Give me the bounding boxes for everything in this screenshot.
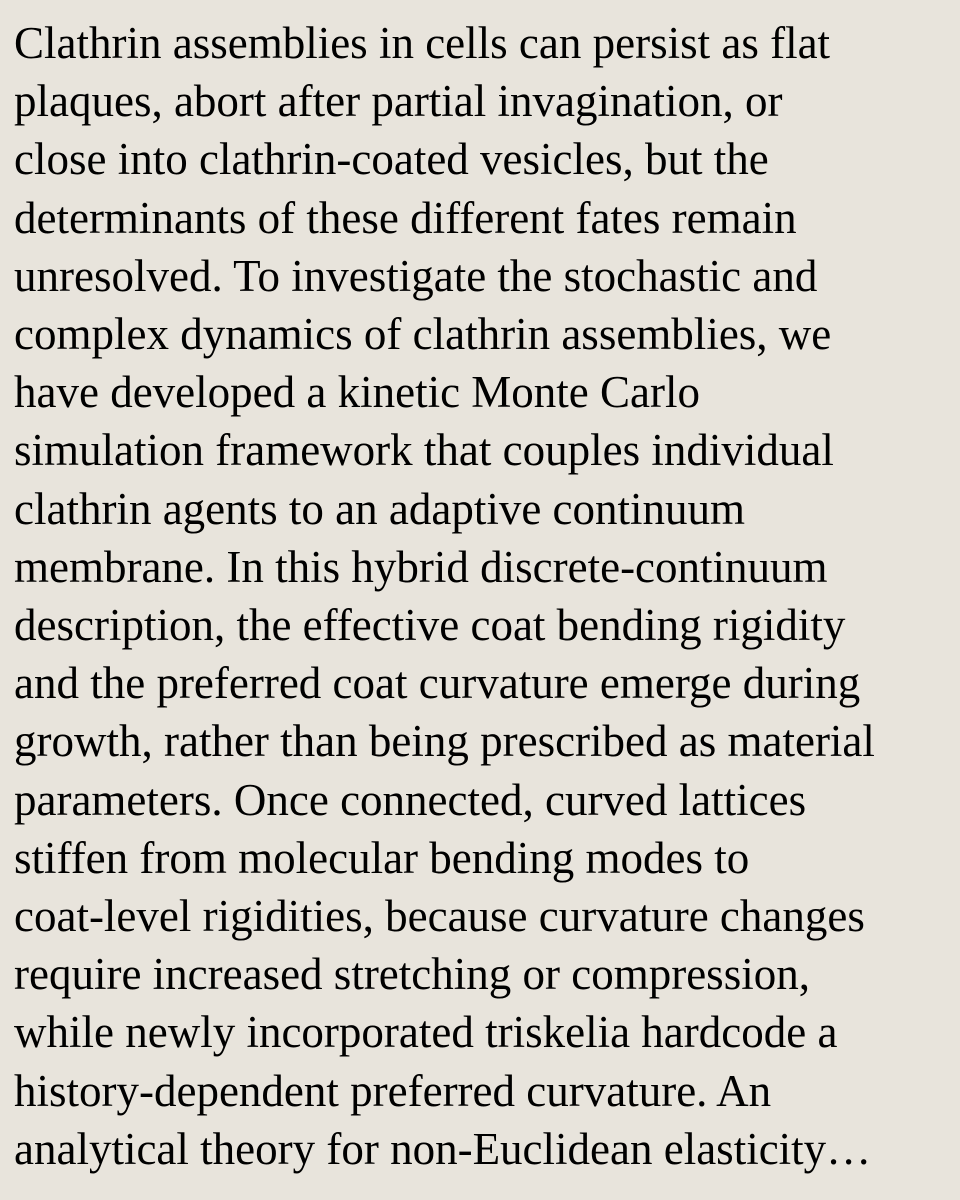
abstract-line: analytical theory for non-Euclidean elasticity… (14, 1123, 872, 1174)
abstract-line: simulation framework that couples individual (14, 425, 834, 476)
abstract-line: description, the effective coat bending rigidity (14, 600, 846, 651)
abstract-line: have developed a kinetic Monte Carlo (14, 367, 701, 418)
abstract-line: and the preferred coat curvature emerge during (14, 658, 861, 709)
abstract-line: require increased stretching or compression, (14, 949, 810, 1000)
abstract-line: determinants of these different fates remain (14, 192, 797, 243)
abstract-line: history-dependent preferred curvature. An (14, 1065, 772, 1116)
abstract-line: growth, rather than being prescribed as material (14, 716, 875, 767)
abstract-line: coat-level rigidities, because curvature changes (14, 891, 865, 942)
abstract-line: parameters. Once connected, curved lattices (14, 774, 807, 825)
abstract-line: Clathrin assemblies in cells can persist as flat (14, 18, 831, 68)
abstract-line: membrane. In this hybrid discrete-continuum (14, 541, 828, 592)
abstract-line: unresolved. To investigate the stochastic and (14, 250, 818, 301)
abstract-line: close into clathrin-coated vesicles, but the (14, 134, 769, 185)
abstract-line: while newly incorporated triskelia hardcode a (14, 1007, 838, 1058)
abstract-text (14, 14, 948, 1178)
abstract-line: plaques, abort after partial invagination, or (14, 76, 783, 127)
abstract-line: complex dynamics of clathrin assemblies, we (14, 309, 832, 360)
abstract-line: stiffen from molecular bending modes to (14, 832, 750, 883)
abstract-line: clathrin agents to an adaptive continuum (14, 483, 746, 534)
